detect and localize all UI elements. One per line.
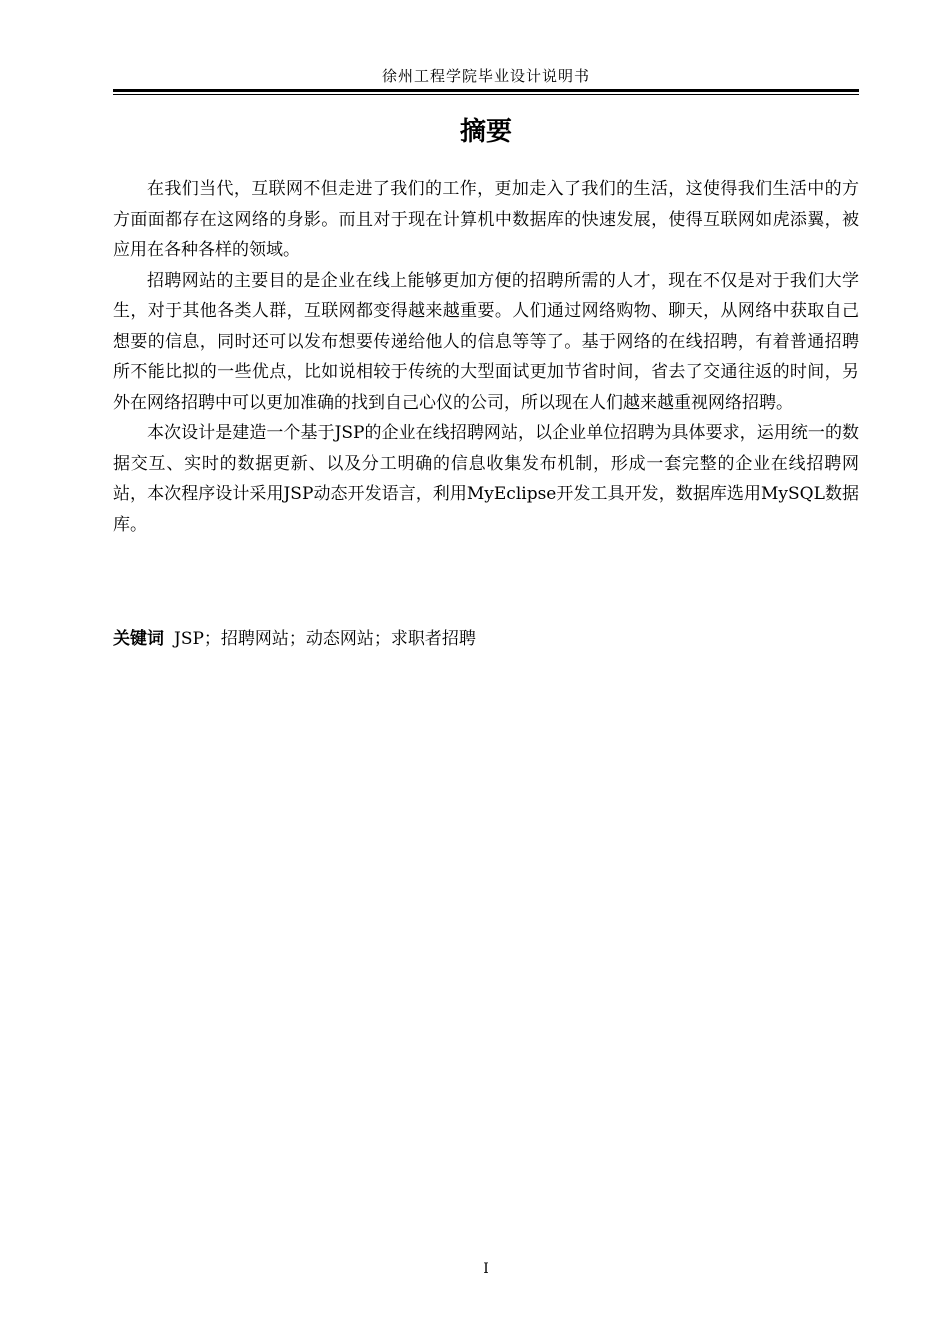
keywords-line xyxy=(113,625,859,653)
keywords-label: 关键词 xyxy=(113,629,164,649)
abstract-title: 摘要 xyxy=(459,117,512,147)
header-rule-thick xyxy=(113,89,859,92)
header-rule-thin xyxy=(113,94,859,95)
abstract-paragraph-3: 本次设计是建造一个基于JSP的企业在线招聘网站，以企业单位招聘为具体要求，运用统一的数据交互、实时的数据更新、以及分工明确的信息收集发布机制，形成一套完整的企业在线招聘网站，本次程序设计采用JSP动态开发语言，利用MyEclipse开发工具开发，数据库选用MySQL数据库。 xyxy=(113,423,859,535)
abstract-paragraph-2: 招聘网站的主要目的是企业在线上能够更加方便的招聘所需的人才，现在不仅是对于我们大学生，对于其他各类人群，互联网都变得越来越重要。人们通过网络购物、聊天，从网络中获取自己想要的信息，同时还可以发布想要传递给他人的信息等等了。基于网络的在线招聘，有着普通招聘所不能比拟的一些优点，比如说相较于传统的大型面试更加节省时间，省去了交通往返的时间，另外在网络招聘中可以更加准确的找到自己心仪的公司，所以现在人们越来越重视网络招聘。 xyxy=(113,270,859,413)
abstract-paragraph-1: 在我们当代，互联网不但走进了我们的工作，更加走入了我们的生活，这使得我们生活中的方方面面都存在这网络的身影。而且对于现在计算机中数据库的快速发展，使得互联网如虎添翼，被应用在各种各样的领域。 xyxy=(113,179,859,260)
abstract-body xyxy=(113,174,859,540)
page-number: I xyxy=(483,1261,489,1277)
keywords-text: JSP；招聘网站；动态网站；求职者招聘 xyxy=(174,629,476,649)
running-header: 徐州工程学院毕业设计说明书 xyxy=(381,67,590,85)
